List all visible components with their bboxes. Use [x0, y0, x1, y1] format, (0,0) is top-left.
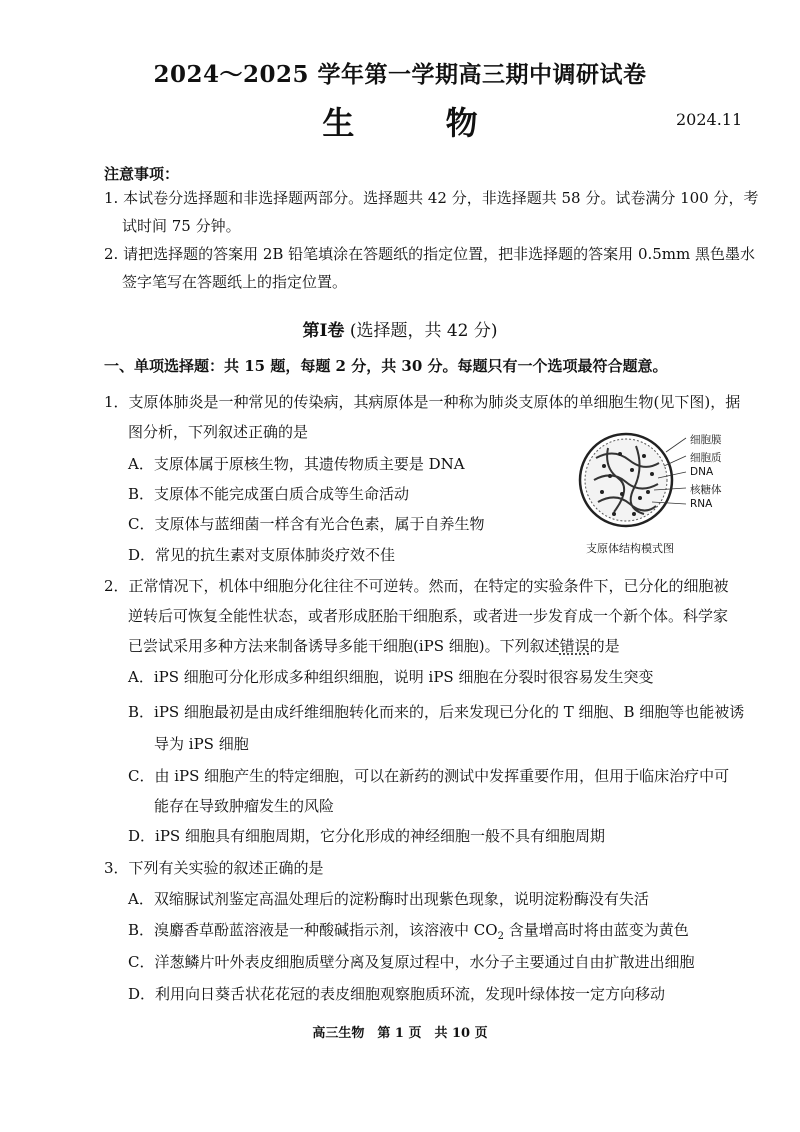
cytoplasm-shape — [585, 439, 667, 521]
notice-item-2-line-1: 2. 请把选择题的答案用 2B 铅笔填涂在答题纸的指定位置，把非选择题的答案用 0.5mm 黑色墨水 — [104, 245, 756, 263]
co2-subscript: 2 — [497, 931, 504, 942]
exam-date: 2024.11 — [676, 110, 743, 129]
section-subtitle: (选择题，共 42 分) — [349, 321, 498, 341]
q2-emphasis-word: 错误 — [559, 637, 590, 655]
label-cell-membrane: 细胞膜 — [690, 434, 722, 446]
q1-stem-line-1: 1．支原体肺炎是一种常见的传染病，其病原体是一种称为肺炎支原体的单细胞生物(见下图)，据 — [104, 393, 741, 411]
exam-title: 2024～2025 学年第一学期高三期中调研试卷 — [153, 61, 647, 88]
q3-option-b — [128, 920, 689, 947]
q2-stem-line-3-pre: 已尝试采用多种方法来制备诱导多能干细胞(iPS 细胞)。下列叙述 — [128, 637, 560, 655]
q2-option-b-line-1: B．iPS 细胞最初是由成纤维细胞转化而来的，后来发现已分化的 T 细胞、B 细胞等也能被诱 — [128, 703, 745, 721]
q1-stem-line-2: 图分析，下列叙述正确的是 — [128, 423, 309, 441]
q2-option-a: A．iPS 细胞可分化形成多种组织细胞，说明 iPS 细胞在分裂时很容易发生突变 — [128, 668, 654, 686]
section-name: 第Ⅰ卷 — [302, 321, 345, 341]
q3-option-a: A．双缩脲试剂鉴定高温处理后的淀粉酶时出现紫色现象，说明淀粉酶没有失活 — [128, 890, 649, 908]
part-heading: 一、单项选择题：共 15 题，每题 2 分，共 30 分。每题只有一个选项最符合题意。 — [104, 357, 668, 375]
q2-option-c-line-2: 能存在导致肿瘤发生的风险 — [154, 797, 335, 815]
label-ribosome: 核糖体 — [690, 484, 722, 496]
q2-stem-line-1: 2．正常情况下，机体中细胞分化往往不可逆转。然而，在特定的实验条件下，已分化的细胞被 — [104, 577, 729, 595]
mycoplasma-diagram — [574, 418, 764, 558]
q2-stem-line-3-post: 的是 — [589, 637, 620, 655]
page-footer: 高三生物 第 1 页 共 10 页 — [312, 1026, 488, 1041]
notice-item-1-line-2: 试时间 75 分钟。 — [122, 217, 241, 235]
q2-option-b-line-2: 导为 iPS 细胞 — [154, 735, 249, 753]
subject-title: 生 物 — [322, 104, 518, 142]
q3-option-c: C．洋葱鳞片叶外表皮细胞质壁分离及复原过程中，水分子主要通过自由扩散进出细胞 — [128, 953, 695, 971]
section-title — [0, 316, 800, 341]
q1-option-a: A．支原体属于原核生物，其遗传物质主要是 DNA — [128, 455, 465, 473]
q1-option-d: D．常见的抗生素对支原体肺炎疗效不佳 — [128, 546, 396, 564]
notice-heading: 注意事项： — [104, 165, 180, 183]
label-rna: RNA — [690, 498, 713, 510]
q2-option-d: D．iPS 细胞具有细胞周期，它分化形成的神经细胞一般不具有细胞周期 — [128, 827, 605, 845]
notice-item-2-line-2: 签字笔写在答题纸上的指定位置。 — [122, 273, 348, 291]
q3-option-b-post: 含量增高时将由蓝变为黄色 — [503, 921, 689, 939]
q1-option-b: B．支原体不能完成蛋白质合成等生命活动 — [128, 485, 410, 503]
q3-option-d: D．利用向日葵舌状花花冠的表皮细胞观察胞质环流，发现叶绿体按一定方向移动 — [128, 985, 666, 1003]
q2-stem-line-2: 逆转后可恢复全能性状态，或者形成胚胎干细胞系，或者进一步发育成一个新个体。科学家 — [128, 607, 729, 625]
q2-stem-line-3 — [128, 636, 620, 656]
q1-option-c: C．支原体与蓝细菌一样含有光合色素，属于自养生物 — [128, 515, 485, 533]
q3-option-b-pre: B．溴麝香草酚蓝溶液是一种酸碱指示剂，该溶液中 CO — [128, 921, 498, 939]
label-dna: DNA — [690, 466, 714, 478]
label-cytoplasm: 细胞质 — [690, 452, 722, 464]
q3-stem: 3．下列有关实验的叙述正确的是 — [104, 859, 324, 877]
figure-caption: 支原体结构模式图 — [586, 542, 674, 555]
notice-item-1-line-1: 1. 本试卷分选择题和非选择题两部分。选择题共 42 分，非选择题共 58 分。试卷满分 100 分，考 — [104, 189, 759, 207]
q2-option-c-line-1: C．由 iPS 细胞产生的特定细胞，可以在新药的测试中发挥重要作用，但用于临床治疗中可 — [128, 767, 730, 785]
